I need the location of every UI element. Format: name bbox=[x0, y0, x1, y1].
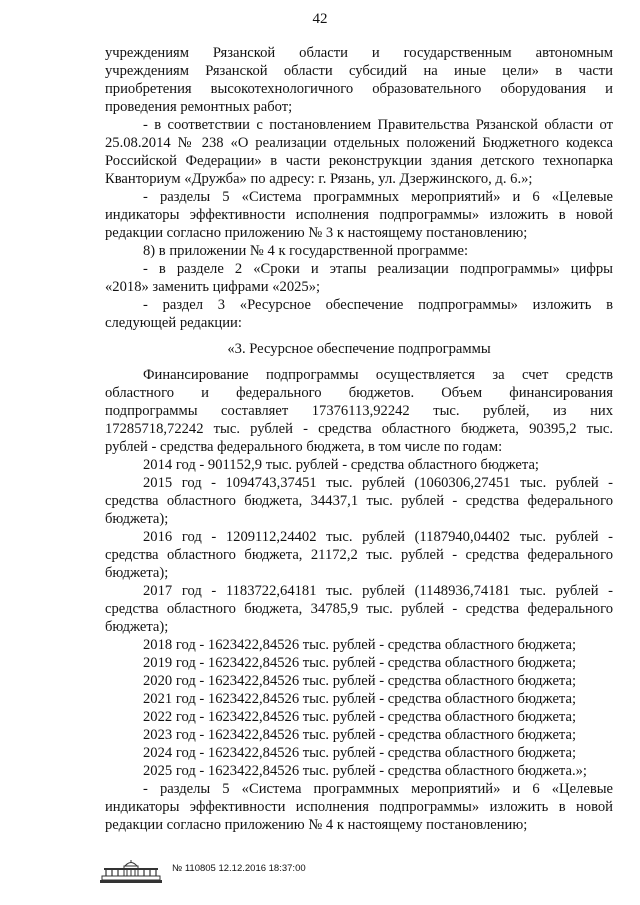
text-line: - разделы 5 «Система программных мероприятий» и 6 «Целевые bbox=[143, 781, 613, 797]
text-line: 25.08.2014 № 238 «О реализации отдельных положений Бюджетного кодекса bbox=[105, 135, 613, 151]
text-line: - в соответствии с постановлением Правительства Рязанской области от bbox=[143, 117, 613, 133]
text-line: 2019 год - 1623422,84526 тыс. рублей - средства областного бюджета; bbox=[143, 655, 577, 671]
text-line: 17285718,72242 тыс. рублей - средства областного бюджета, 90395,2 тыс. bbox=[105, 421, 613, 437]
text-line: областного и федерального бюджетов. Объем финансирования bbox=[105, 385, 613, 401]
text-line: Финансирование подпрограммы осуществляется за счет средств bbox=[143, 367, 613, 383]
page-number: 42 bbox=[312, 11, 328, 27]
text-line: «3. Ресурсное обеспечение подпрограммы bbox=[227, 341, 491, 357]
text-line: Российской Федерации» в части реконструкции здания детского технопарка bbox=[105, 153, 613, 169]
text-line: проведения ремонтных работ; bbox=[105, 99, 293, 115]
text-line: учреждениям Рязанской области субсидий на иные цели» в части bbox=[105, 63, 613, 79]
document-footer bbox=[96, 860, 516, 884]
text-line: 2020 год - 1623422,84526 тыс. рублей - средства областного бюджета; bbox=[143, 673, 577, 689]
text-line: рублей - средства федерального бюджета, в том числе по годам: bbox=[105, 439, 503, 455]
text-line: бюджета); bbox=[105, 511, 169, 527]
text-line: «2018» заменить цифрами «2025»; bbox=[105, 279, 321, 295]
text-line: следующей редакции: bbox=[105, 315, 242, 331]
text-line: 2021 год - 1623422,84526 тыс. рублей - средства областного бюджета; bbox=[143, 691, 577, 707]
text-line: бюджета); bbox=[105, 619, 169, 635]
text-line: 2022 год - 1623422,84526 тыс. рублей - средства областного бюджета; bbox=[143, 709, 577, 725]
text-line: 2023 год - 1623422,84526 тыс. рублей - средства областного бюджета; bbox=[143, 727, 577, 743]
text-line: - раздел 3 «Ресурсное обеспечение подпрограммы» изложить в bbox=[143, 297, 613, 313]
text-line: средства областного бюджета, 21172,2 тыс. рублей - средства федерального bbox=[105, 547, 613, 563]
text-line: подпрограммы составляет 17376113,92242 тыс. рублей, из них bbox=[105, 403, 613, 419]
text-line: - разделы 5 «Система программных мероприятий» и 6 «Целевые bbox=[143, 189, 613, 205]
text-line: 2018 год - 1623422,84526 тыс. рублей - средства областного бюджета; bbox=[143, 637, 577, 653]
text-line: индикаторы эффективности исполнения подпрограммы» изложить в новой bbox=[105, 207, 613, 223]
text-line: приобретения высокотехнологичного образовательного оборудования и bbox=[105, 81, 613, 97]
registration-stamp: № 110805 12.12.2016 18:37:00 bbox=[172, 863, 306, 874]
government-building-emblem-icon bbox=[96, 860, 166, 884]
text-line: 2017 год - 1183722,64181 тыс. рублей (1148936,74181 тыс. рублей - bbox=[143, 583, 613, 599]
document-body bbox=[105, 44, 613, 834]
text-line: редакции согласно приложению № 3 к настоящему постановлению; bbox=[105, 225, 528, 241]
text-line: - в разделе 2 «Сроки и этапы реализации подпрограммы» цифры bbox=[143, 261, 613, 277]
text-line: 2024 год - 1623422,84526 тыс. рублей - средства областного бюджета; bbox=[143, 745, 577, 761]
text-line: средства областного бюджета, 34785,9 тыс. рублей - средства федерального bbox=[105, 601, 613, 617]
text-line: бюджета); bbox=[105, 565, 169, 581]
text-line: 2014 год - 901152,9 тыс. рублей - средства областного бюджета; bbox=[143, 457, 539, 473]
text-line: редакции согласно приложению № 4 к настоящему постановлению; bbox=[105, 817, 528, 833]
text-line: средства областного бюджета, 34437,1 тыс. рублей - средства федерального bbox=[105, 493, 613, 509]
text-line: 2025 год - 1623422,84526 тыс. рублей - средства областного бюджета.»; bbox=[143, 763, 587, 779]
text-line: Кванториум «Дружба» по адресу: г. Рязань, ул. Дзержинского, д. 6.»; bbox=[105, 171, 533, 187]
text-line: учреждениям Рязанской области и государственным автономным bbox=[105, 45, 613, 61]
text-line: индикаторы эффективности исполнения подпрограммы» изложить в новой bbox=[105, 799, 613, 815]
text-line: 2016 год - 1209112,24402 тыс. рублей (1187940,04402 тыс. рублей - bbox=[143, 529, 613, 545]
text-line: 2015 год - 1094743,37451 тыс. рублей (1060306,27451 тыс. рублей - bbox=[143, 475, 613, 491]
text-line: 8) в приложении № 4 к государственной программе: bbox=[143, 243, 469, 259]
